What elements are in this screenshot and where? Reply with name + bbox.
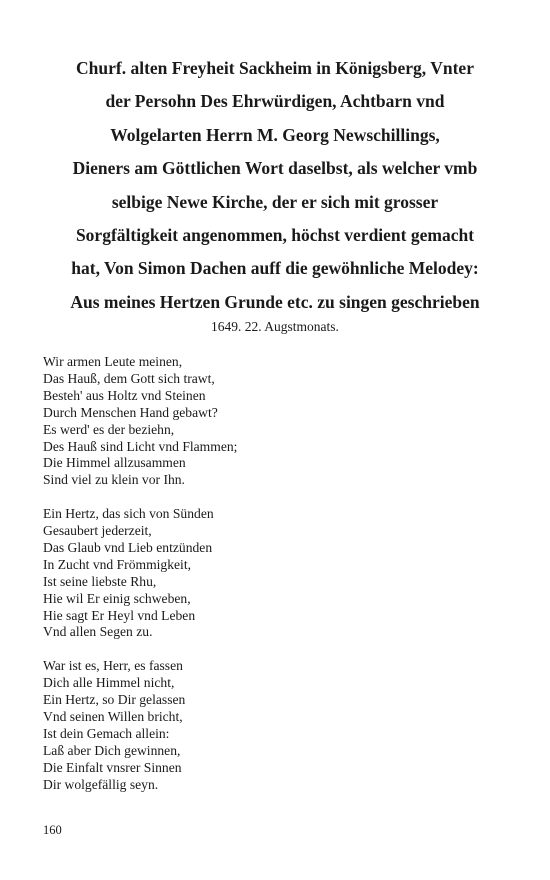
heading-line: Churf. alten Freyheit Sackheim in Königsberg, Vnter [76, 58, 474, 78]
stanza-2 [43, 506, 513, 641]
verse-line: Des Hauß sind Licht vnd Flammen; [43, 438, 238, 454]
poem-heading [30, 52, 520, 319]
stanza-1 [43, 354, 513, 489]
verse-line: Das Glaub vnd Lieb entzünden [43, 539, 213, 555]
verse-line: Wir armen Leute meinen, [43, 354, 183, 369]
verse-line: Dir wolgefällig seyn. [43, 776, 159, 792]
heading-line: Sorgfältigkeit angenommen, höchst verdient gemacht [75, 225, 475, 246]
verse-line: Die Einfalt vnsrer Sinnen [43, 759, 182, 775]
verse-line: Gesaubert jederzeit, [43, 523, 152, 539]
verse-line: Durch Menschen Hand gebawt? [43, 404, 218, 420]
poem-body [43, 354, 513, 810]
verse-line: War ist es, Herr, es fassen [43, 658, 183, 674]
verse-line: Besteh' aus Holtz vnd Steinen [43, 387, 206, 403]
stanza-3 [43, 658, 513, 793]
verse-line: Laß aber Dich gewinnen, [43, 742, 181, 758]
verse-line: Ist seine liebste Rhu, [43, 573, 157, 589]
heading-line: hat, Von Simon Dachen auff die gewöhnliche Melodey: [71, 258, 479, 279]
verse-line: In Zucht vnd Frömmigkeit, [43, 556, 192, 572]
date-line: 1649. 22. Augstmonats. [211, 319, 339, 334]
verse-line: Hie sagt Er Heyl vnd Leben [43, 607, 196, 623]
verse-line: Hie wil Er einig schweben, [43, 590, 191, 606]
verse-line: Dich alle Himmel nicht, [43, 675, 175, 691]
verse-line: Sind viel zu klein vor Ihn. [43, 472, 185, 488]
verse-line: Ein Hertz, so Dir gelassen [43, 692, 186, 708]
verse-line: Vnd allen Segen zu. [43, 624, 153, 640]
verse-line: Ein Hertz, das sich von Sünden [43, 506, 214, 522]
heading-line: selbige Newe Kirche, der er sich mit grosser [111, 191, 439, 212]
heading-line: der Persohn Des Ehrwürdigen, Achtbarn vnd [105, 91, 445, 112]
verse-line: Ist dein Gemach allein: [43, 725, 170, 741]
heading-line: Dieners am Göttlichen Wort daselbst, als welcher vmb [72, 158, 478, 179]
verse-line: Die Himmel allzusammen [43, 455, 186, 471]
heading-line: Wolgelarten Herrn M. Georg Newschillings, [110, 124, 440, 145]
verse-line: Das Hauß, dem Gott sich trawt, [43, 370, 215, 386]
heading-line: Aus meines Hertzen Grunde etc. zu singen geschrieben [70, 291, 480, 312]
page-number: 160 [43, 823, 62, 837]
verse-line: Es werd' es der beziehn, [43, 421, 175, 437]
verse-line: Vnd seinen Willen bricht, [43, 709, 183, 724]
